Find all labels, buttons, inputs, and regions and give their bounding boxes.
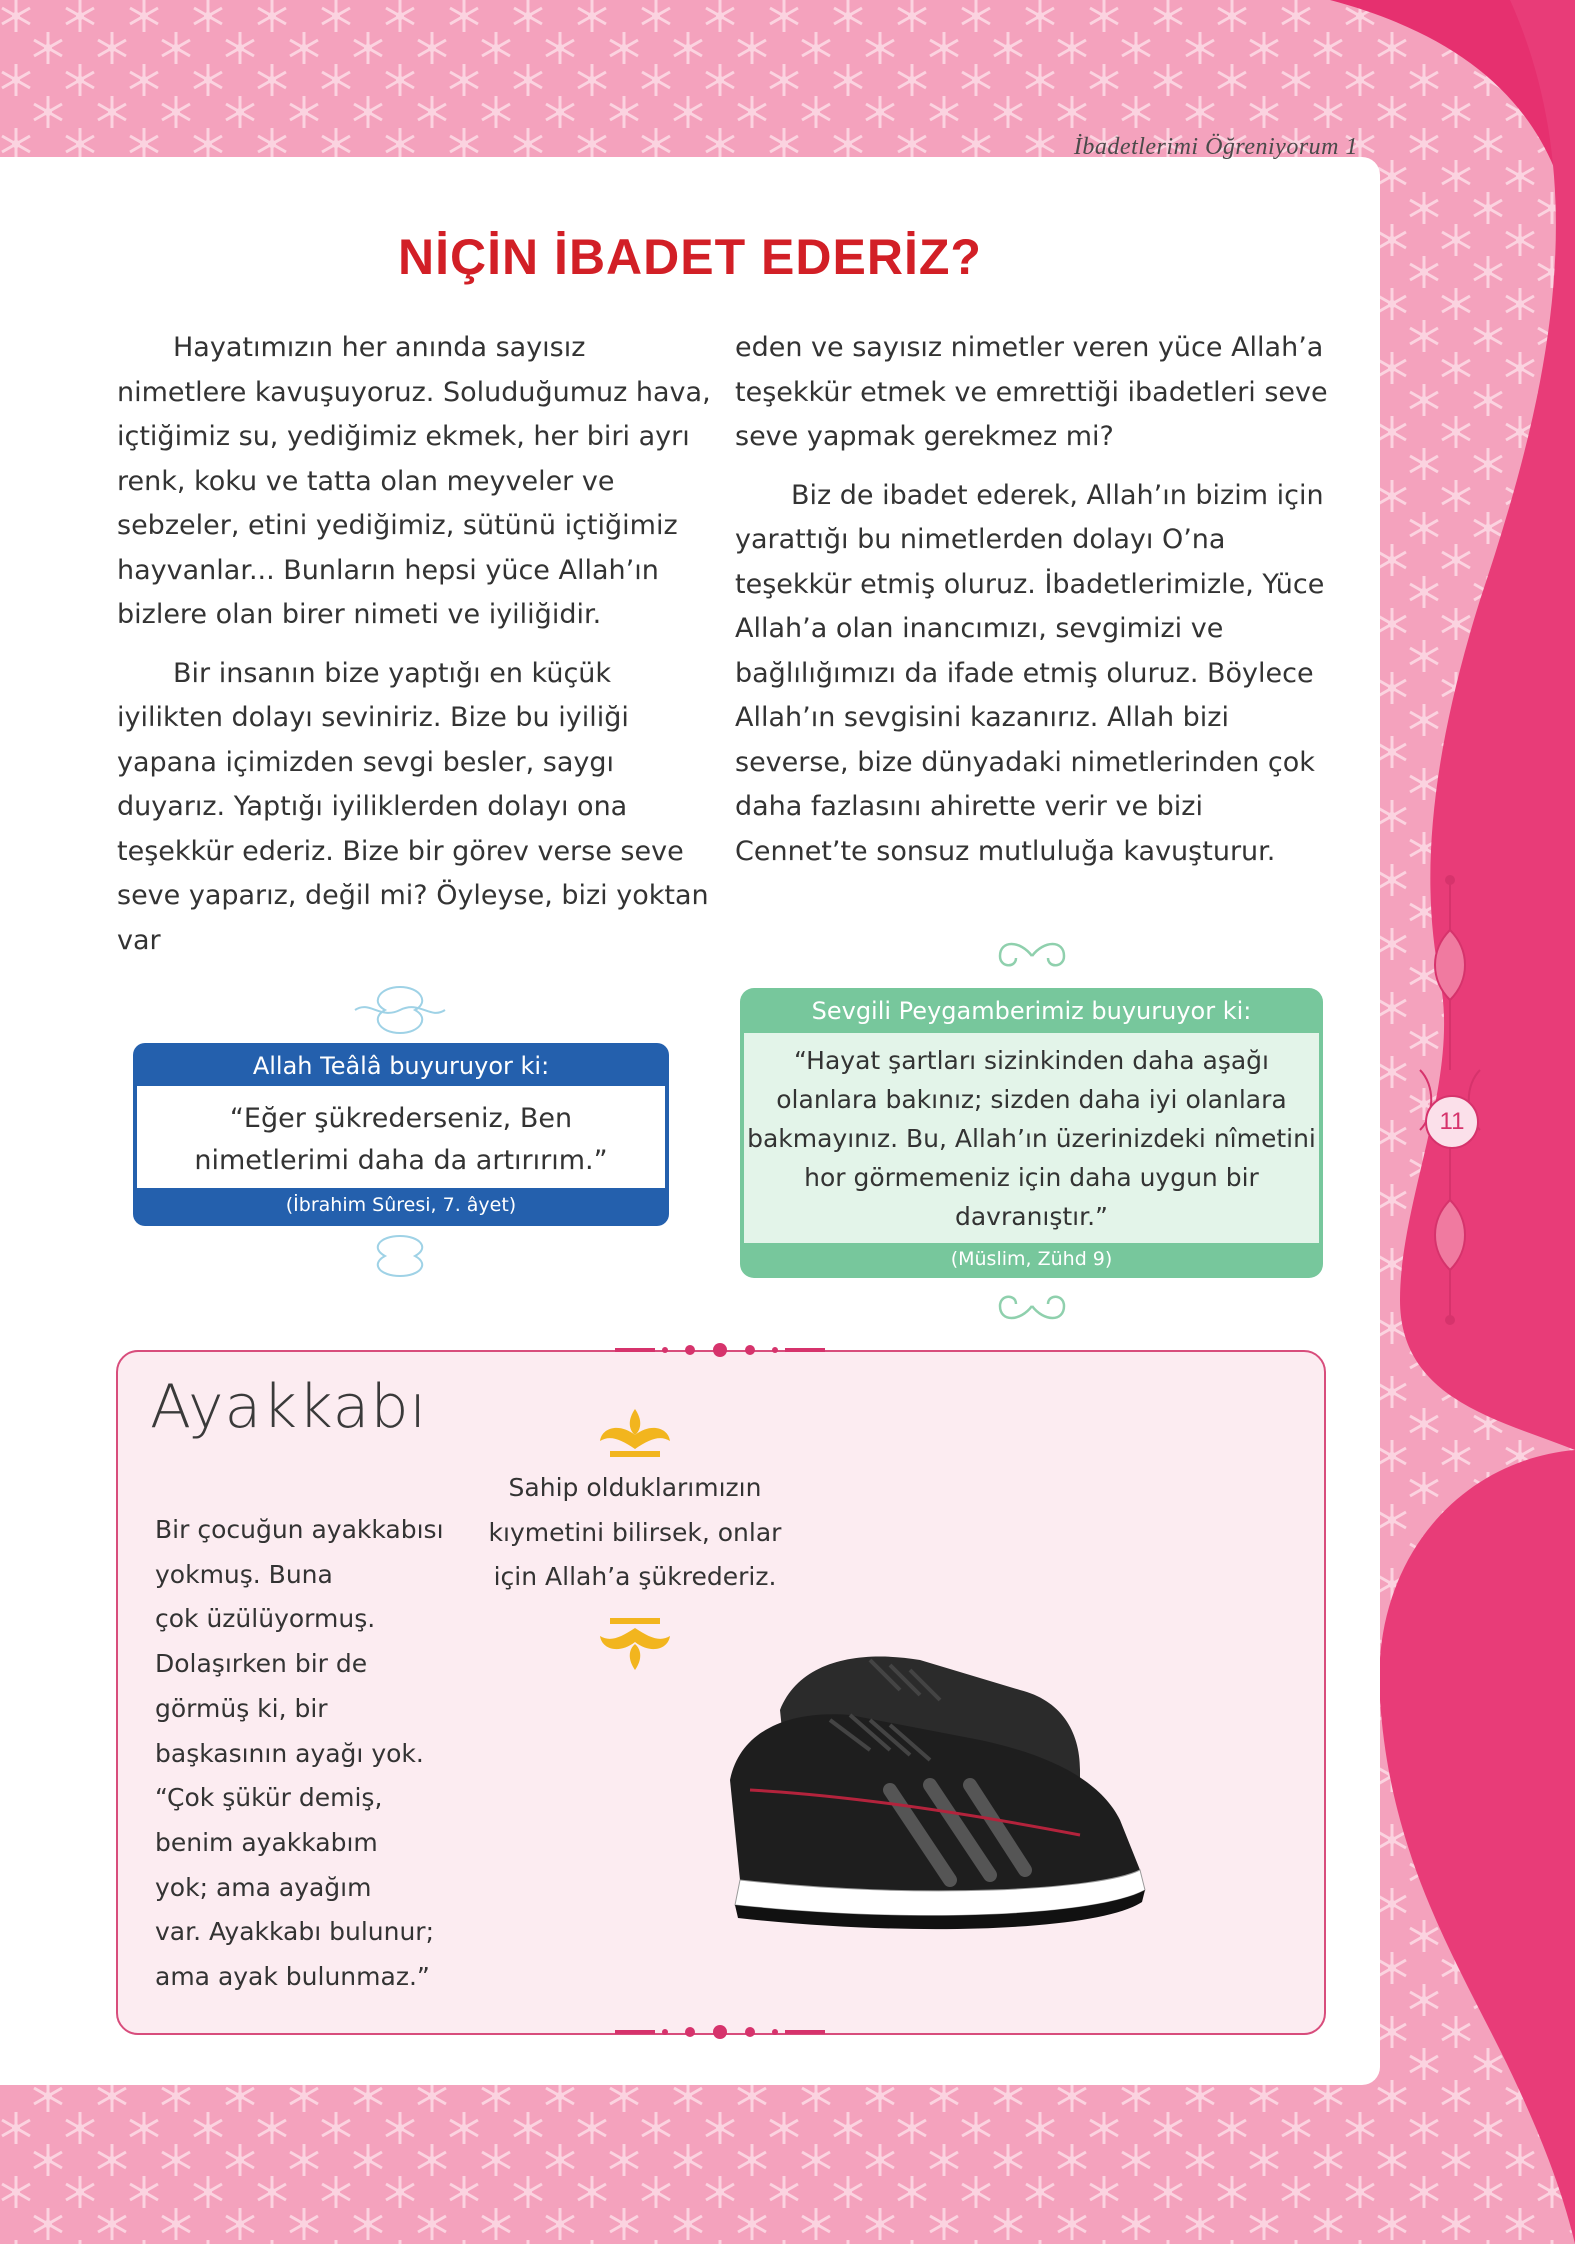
paragraph: eden ve sayısız nimetler veren yüce Allah’a teşekkür etmek ve emrettiği ibadetleri seve seve yapmak gerekmez mi? <box>735 332 1328 452</box>
moral-line: için Allah’a şükrederiz. <box>493 1562 777 1591</box>
moral-line: kıymetini bilirsek, onlar <box>488 1517 782 1547</box>
story-line: benim ayakkabım <box>155 1827 378 1857</box>
book-title: İbadetlerimi Öğreniyorum 1 <box>1073 134 1358 160</box>
paragraph: Hayatımızın her anında sayısız nimetlere kavuşuyoruz. Soluduğumuz hava, içtiğimiz su, yediğimiz ekmek, her biri ayrı renk, koku ve tatta olan meyveler ve sebzeler, etini yediğimiz, sütünü içtiğimiz hayvanlar... Bunların hepsi yüce Allah’ın bizlere olan birer nimeti ve iyiliğidir. <box>117 332 711 630</box>
paragraph: Biz de ibadet ederek, Allah’ın bizim için yarattığı bu nimetlerden dolayı O’na teşekkür etmiş oluruz. İbadetlerimizle, Yüce Allah’a olan inancımızı, sevgimizi ve bağlılığımızı da ifade etmiş oluruz. Böylece Allah’ın sevgisini kazanırız. Allah bizi severse, bize dünyadaki nimetlerinden çok daha fazlasını ahirette verir ve bizi Cennet’te sonsuz mutluluğa kavuşturur. <box>735 479 1325 867</box>
story-line: yokmuş. Buna <box>155 1559 333 1589</box>
quote-line: olanlara bakınız; sizden daha iyi olanlara <box>776 1085 1287 1114</box>
quote-source: (Müslim, Zühd 9) <box>950 1248 1113 1270</box>
paragraph: Bir insanın bize yaptığı en küçük iyilikten dolayı seviniriz. Bize bu iyiliği yapana içimizden sevgi besler, saygı duyarız. Yaptığı iyiliklerden dolayı ona teşekkür ederiz. Bize bir görev verse seve seve yaparız, değil mi? Öyleyse, bizi yoktan var <box>117 657 709 956</box>
quote-body <box>744 1033 1319 1243</box>
flourish-icon <box>350 982 450 1038</box>
flourish-icon <box>350 1232 450 1280</box>
quote-line: hor görmemeniz için daha uygun bir <box>804 1163 1259 1192</box>
quran-quote-box <box>133 1043 669 1226</box>
story-line: başkasının ayağı yok. <box>155 1738 424 1768</box>
story-line: “Çok şükür demiş, <box>155 1783 383 1813</box>
flourish-icon <box>990 934 1074 978</box>
gold-flourish-icon <box>590 1614 680 1674</box>
left-column <box>117 326 717 963</box>
divider-ornament-top <box>610 1338 830 1362</box>
story-line: görmüş ki, bir <box>155 1693 328 1723</box>
quote-source: (İbrahim Sûresi, 7. âyet) <box>285 1194 517 1216</box>
quote-line: nimetlerimi daha da artırırım.” <box>194 1145 608 1176</box>
story-line: yok; ama ayağım <box>155 1872 372 1902</box>
quote-line: “Eğer şükrederseniz, Ben <box>229 1103 573 1134</box>
quote-heading: Sevgili Peygamberimiz buyuruyor ki: <box>811 997 1252 1025</box>
hadith-quote-box <box>740 988 1323 1278</box>
quote-body <box>137 1086 665 1188</box>
gold-flourish-icon <box>590 1405 680 1461</box>
quote-line: “Hayat şartları sizinkinden daha aşağı <box>794 1046 1269 1075</box>
divider-ornament-bottom <box>610 2020 830 2044</box>
story-moral <box>485 1466 785 1600</box>
story-line: var. Ayakkabı bulunur; <box>155 1917 435 1947</box>
flourish-icon <box>990 1284 1074 1328</box>
quote-heading: Allah Teâlâ buyuruyor ki: <box>252 1052 550 1080</box>
story-line: çok üzülüyormuş. <box>155 1604 376 1634</box>
story-text <box>155 1508 455 2000</box>
story-title: Ayakkabı <box>150 1372 428 1442</box>
moral-line: Sahip olduklarımızın <box>508 1473 762 1502</box>
page-title: NİÇİN İBADET EDERİZ? <box>398 229 982 285</box>
right-column <box>735 326 1335 874</box>
quote-line: davranıştır.” <box>954 1202 1109 1231</box>
story-line: Dolaşırken bir de <box>155 1649 368 1679</box>
story-line: Bir çocuğun ayakkabısı <box>155 1515 444 1544</box>
story-line: ama ayak bulunmaz.” <box>155 1962 430 1992</box>
sneakers-image <box>720 1620 1200 1940</box>
page-number: 11 <box>1425 1095 1479 1149</box>
quote-line: bakmayınız. Bu, Allah’ın üzerinizdeki nîmetini <box>747 1124 1316 1153</box>
